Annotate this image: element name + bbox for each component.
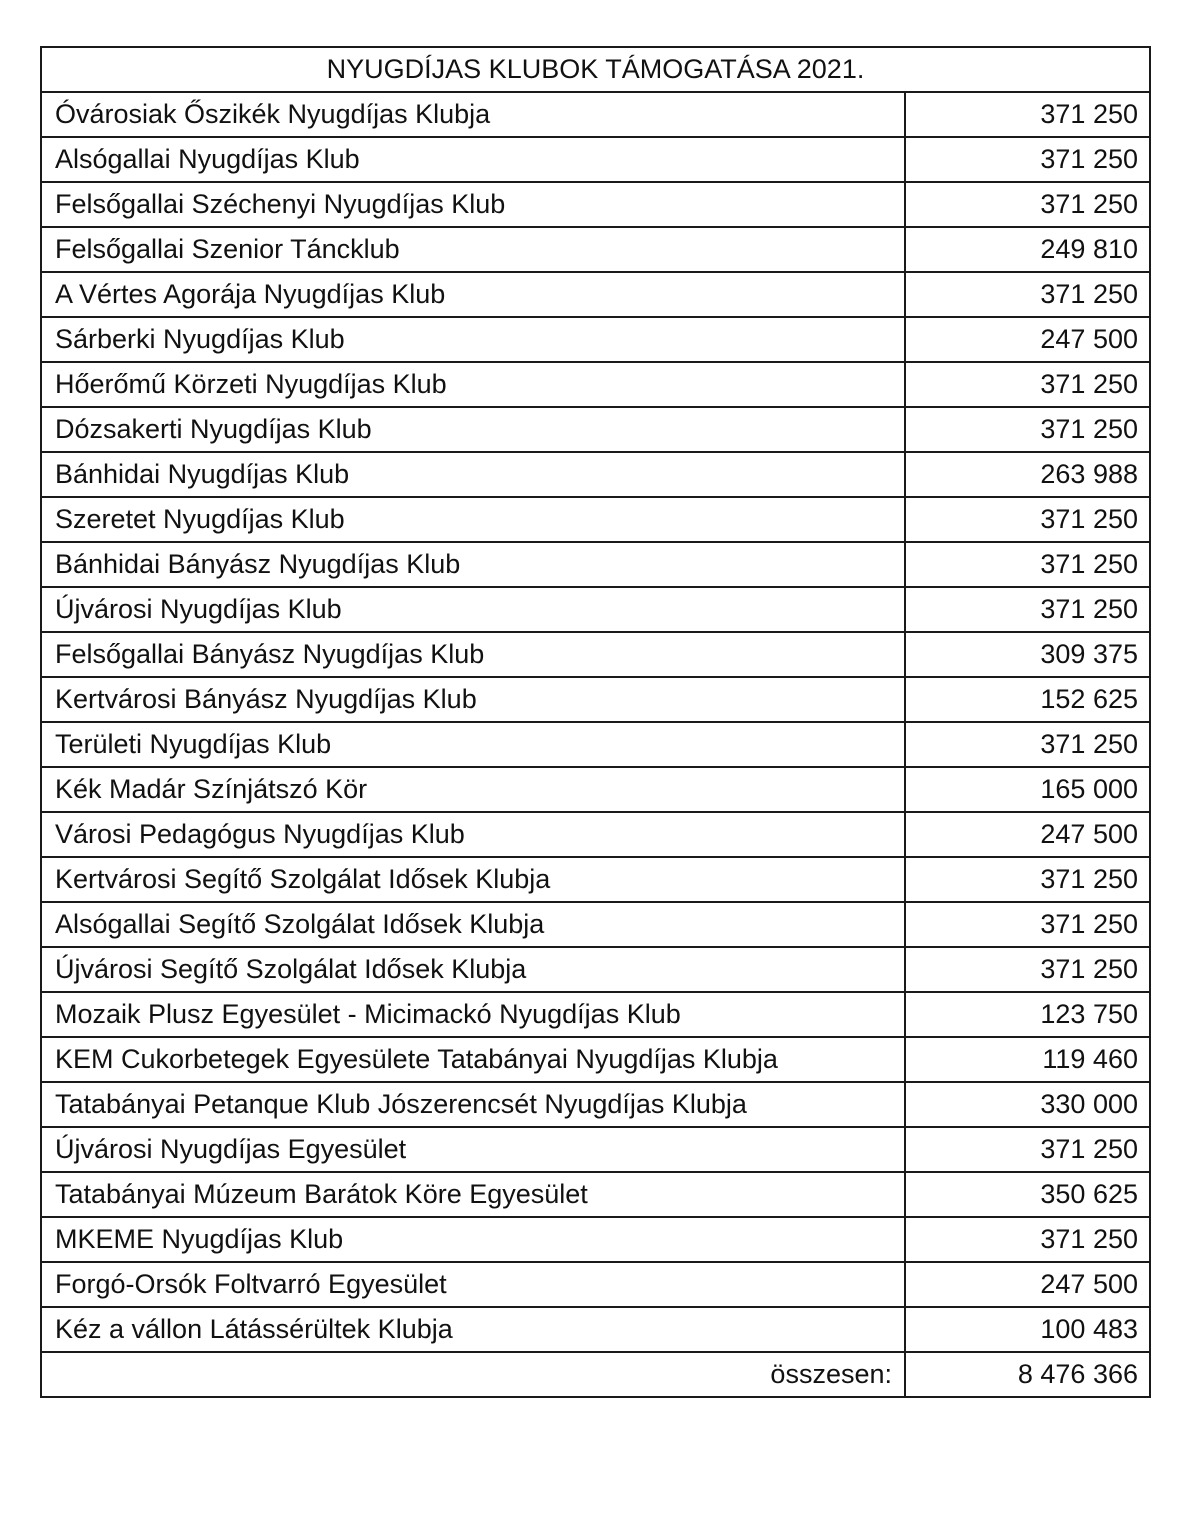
club-name-cell: Kéz a vállon Látássérültek Klubja [41, 1307, 905, 1352]
club-name-cell: Forgó-Orsók Foltvarró Egyesület [41, 1262, 905, 1307]
club-name-cell: Városi Pedagógus Nyugdíjas Klub [41, 812, 905, 857]
amount-cell: 371 250 [905, 857, 1150, 902]
support-table [40, 46, 1151, 1398]
table-row [41, 1037, 1150, 1082]
club-name-cell: Újvárosi Nyugdíjas Klub [41, 587, 905, 632]
table-row [41, 812, 1150, 857]
total-amount: 8 476 366 [905, 1352, 1150, 1397]
amount-cell: 371 250 [905, 542, 1150, 587]
amount-cell: 247 500 [905, 317, 1150, 362]
club-name-cell: Kertvárosi Segítő Szolgálat Idősek Klubja [41, 857, 905, 902]
table-row [41, 1082, 1150, 1127]
table-row [41, 767, 1150, 812]
table-row [41, 632, 1150, 677]
club-name-cell: Sárberki Nyugdíjas Klub [41, 317, 905, 362]
club-name-cell: Felsőgallai Széchenyi Nyugdíjas Klub [41, 182, 905, 227]
amount-cell: 371 250 [905, 362, 1150, 407]
club-name-cell: Felsőgallai Bányász Nyugdíjas Klub [41, 632, 905, 677]
club-name-cell: Dózsakerti Nyugdíjas Klub [41, 407, 905, 452]
amount-cell: 371 250 [905, 587, 1150, 632]
table-row [41, 452, 1150, 497]
amount-cell: 371 250 [905, 92, 1150, 137]
club-name-cell: Alsógallai Nyugdíjas Klub [41, 137, 905, 182]
amount-cell: 249 810 [905, 227, 1150, 272]
table-row [41, 542, 1150, 587]
club-name-cell: Kék Madár Színjátszó Kör [41, 767, 905, 812]
club-name-cell: Óvárosiak Őszikék Nyugdíjas Klubja [41, 92, 905, 137]
amount-cell: 309 375 [905, 632, 1150, 677]
amount-cell: 371 250 [905, 272, 1150, 317]
amount-cell: 263 988 [905, 452, 1150, 497]
table-row [41, 1172, 1150, 1217]
club-name-cell: Bánhidai Nyugdíjas Klub [41, 452, 905, 497]
amount-cell: 371 250 [905, 947, 1150, 992]
club-name-cell: Területi Nyugdíjas Klub [41, 722, 905, 767]
club-name-cell: Felsőgallai Szenior Táncklub [41, 227, 905, 272]
club-name-cell: Újvárosi Segítő Szolgálat Idősek Klubja [41, 947, 905, 992]
amount-cell: 119 460 [905, 1037, 1150, 1082]
table-row [41, 1217, 1150, 1262]
table-row [41, 677, 1150, 722]
table-row [41, 1127, 1150, 1172]
amount-cell: 247 500 [905, 812, 1150, 857]
amount-cell: 371 250 [905, 407, 1150, 452]
amount-cell: 152 625 [905, 677, 1150, 722]
table-row [41, 587, 1150, 632]
table-row [41, 902, 1150, 947]
total-row [41, 1352, 1150, 1397]
table-row [41, 722, 1150, 767]
table-row [41, 407, 1150, 452]
table-row [41, 182, 1150, 227]
amount-cell: 371 250 [905, 497, 1150, 542]
table-row [41, 317, 1150, 362]
table-row [41, 857, 1150, 902]
table-row [41, 137, 1150, 182]
amount-cell: 123 750 [905, 992, 1150, 1037]
club-name-cell: Mozaik Plusz Egyesület - Micimackó Nyugdíjas Klub [41, 992, 905, 1037]
table-title: NYUGDÍJAS KLUBOK TÁMOGATÁSA 2021. [41, 47, 1150, 92]
amount-cell: 330 000 [905, 1082, 1150, 1127]
amount-cell: 165 000 [905, 767, 1150, 812]
amount-cell: 371 250 [905, 722, 1150, 767]
club-name-cell: KEM Cukorbetegek Egyesülete Tatabányai Nyugdíjas Klubja [41, 1037, 905, 1082]
title-row [41, 47, 1150, 92]
total-label: összesen: [41, 1352, 905, 1397]
amount-cell: 371 250 [905, 902, 1150, 947]
amount-cell: 371 250 [905, 1127, 1150, 1172]
table-row [41, 92, 1150, 137]
club-name-cell: A Vértes Agorája Nyugdíjas Klub [41, 272, 905, 317]
table-row [41, 272, 1150, 317]
table-row [41, 227, 1150, 272]
table-row [41, 1262, 1150, 1307]
table-row [41, 362, 1150, 407]
amount-cell: 350 625 [905, 1172, 1150, 1217]
table-row [41, 947, 1150, 992]
club-name-cell: Újvárosi Nyugdíjas Egyesület [41, 1127, 905, 1172]
table-row [41, 497, 1150, 542]
table-body [41, 47, 1150, 1397]
club-name-cell: Alsógallai Segítő Szolgálat Idősek Klubja [41, 902, 905, 947]
club-name-cell: Tatabányai Múzeum Barátok Köre Egyesület [41, 1172, 905, 1217]
club-name-cell: Bánhidai Bányász Nyugdíjas Klub [41, 542, 905, 587]
club-name-cell: Tatabányai Petanque Klub Jószerencsét Nyugdíjas Klubja [41, 1082, 905, 1127]
club-name-cell: Kertvárosi Bányász Nyugdíjas Klub [41, 677, 905, 722]
amount-cell: 371 250 [905, 1217, 1150, 1262]
amount-cell: 247 500 [905, 1262, 1150, 1307]
table-row [41, 992, 1150, 1037]
club-name-cell: Szeretet Nyugdíjas Klub [41, 497, 905, 542]
table-row [41, 1307, 1150, 1352]
amount-cell: 371 250 [905, 182, 1150, 227]
amount-cell: 371 250 [905, 137, 1150, 182]
club-name-cell: Hőerőmű Körzeti Nyugdíjas Klub [41, 362, 905, 407]
amount-cell: 100 483 [905, 1307, 1150, 1352]
document-sheet [40, 46, 1149, 1398]
club-name-cell: MKEME Nyugdíjas Klub [41, 1217, 905, 1262]
